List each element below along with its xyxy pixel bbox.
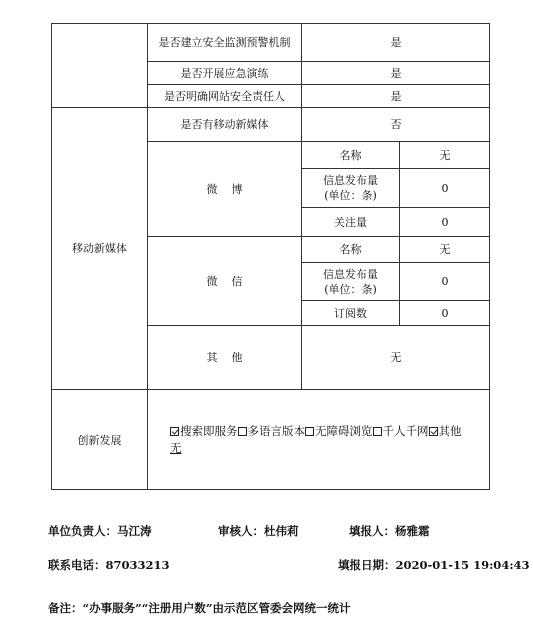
cell-label: 是否有移动新媒体 [180,118,269,131]
cell-value: 无 [439,148,451,162]
option-multilingual: 多语言版本 [238,424,306,438]
weibo-label: 微博 [206,182,257,196]
cell-value: 0 [441,215,449,229]
cell-value: 否 [390,118,402,131]
cell-label: 信息发布量(单位：条) [323,267,378,296]
option-accessibility: 无障碍浏览 [305,424,373,438]
option-other: 其他 [429,424,462,438]
filler: 填报人：杨雅霜 [349,524,430,538]
innovation-options [170,423,488,457]
reviewer: 审核人：杜伟莉 [218,524,299,538]
cell-value: 0 [441,275,449,288]
note: 备注：“办事服务”“注册用户数”由示范区管委会网统一统计 [48,601,351,615]
other-label: 其他 [206,351,257,364]
section-label-innovation: 创新发展 [77,433,122,447]
cell-value: 是 [390,36,402,49]
cell-label: 名称 [339,148,362,162]
cell-value: 0 [441,181,449,195]
cell-value: 0 [441,306,449,320]
checked-box-icon [170,427,179,436]
weixin-label: 微信 [206,274,257,288]
cell-label: 信息发布量(单位：条) [323,174,378,202]
unchecked-box-icon [305,427,314,436]
section-label-mobile: 移动新媒体 [72,242,127,255]
checked-box-icon [429,427,438,436]
report-date: 填报日期：2020-01-15 19:04:43 [338,558,530,572]
unchecked-box-icon [373,427,382,436]
cell-value: 无 [390,351,402,364]
cell-label: 是否建立安全监测预警机制 [158,36,291,49]
option-search-service: 搜索即服务 [170,424,238,438]
cell-label: 是否开展应急演练 [180,66,269,80]
unit-head: 单位负责人：马江涛 [48,524,152,538]
cell-value: 无 [439,243,451,256]
unchecked-box-icon [238,427,247,436]
phone: 联系电话：87033213 [48,558,170,572]
cell-label: 订阅数 [334,306,367,320]
cell-label: 关注量 [334,215,367,229]
option-personalized: 千人千网 [373,424,429,438]
cell-value: 是 [390,66,402,80]
other-text: 无 [170,441,182,455]
cell-value: 是 [390,89,402,103]
cell-label: 名称 [339,243,362,256]
cell-label: 是否明确网站安全责任人 [164,89,285,103]
